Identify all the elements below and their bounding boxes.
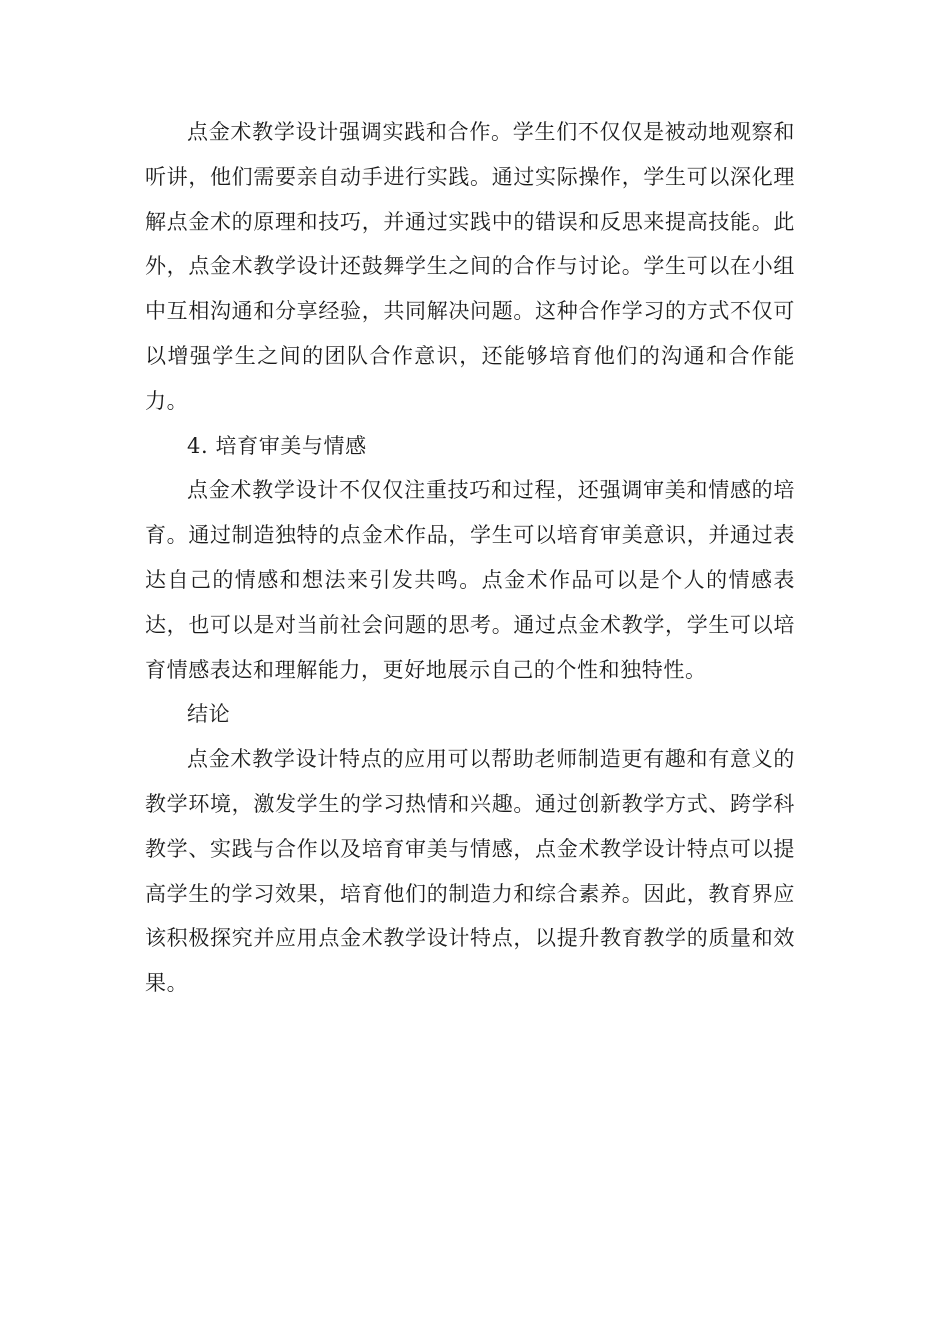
paragraph-practice-cooperation: 点金术教学设计强调实践和合作。学生们不仅仅是被动地观察和听讲，他们需要亲自动手进行实践。通过实际操作，学生可以深化理解点金术的原理和技巧，并通过实践中的错误和反思来提高技能。此外，点金术教学设计还鼓舞学生之间的合作与讨论。学生可以在小组中互相沟通和分享经验，共同解决问题。这种合作学习的方式不仅可以增强学生之间的团队合作意识，还能够培育他们的沟通和合作能力。 — [145, 120, 795, 413]
document-body — [145, 110, 795, 1006]
section-heading-aesthetics: 4. 培育审美与情感 — [187, 433, 367, 458]
section-heading-conclusion: 结论 — [187, 702, 231, 727]
paragraph-aesthetics-emotion: 点金术教学设计不仅仅注重技巧和过程，还强调审美和情感的培育。通过制造独特的点金术作品，学生可以培育审美意识，并通过表达自己的情感和想法来引发共鸣。点金术作品可以是个人的情感表达，也可以是对当前社会问题的思考。通过点金术教学，学生可以培育情感表达和理解能力，更好地展示自己的个性和独特性。 — [145, 478, 795, 682]
paragraph-conclusion: 点金术教学设计特点的应用可以帮助老师制造更有趣和有意义的教学环境，激发学生的学习热情和兴趣。通过创新教学方式、跨学科教学、实践与合作以及培育审美与情感，点金术教学设计特点可以提高学生的学习效果，培育他们的制造力和综合素养。因此，教育界应该积极探究并应用点金术教学设计特点，以提升教育教学的质量和效果。 — [145, 747, 795, 996]
